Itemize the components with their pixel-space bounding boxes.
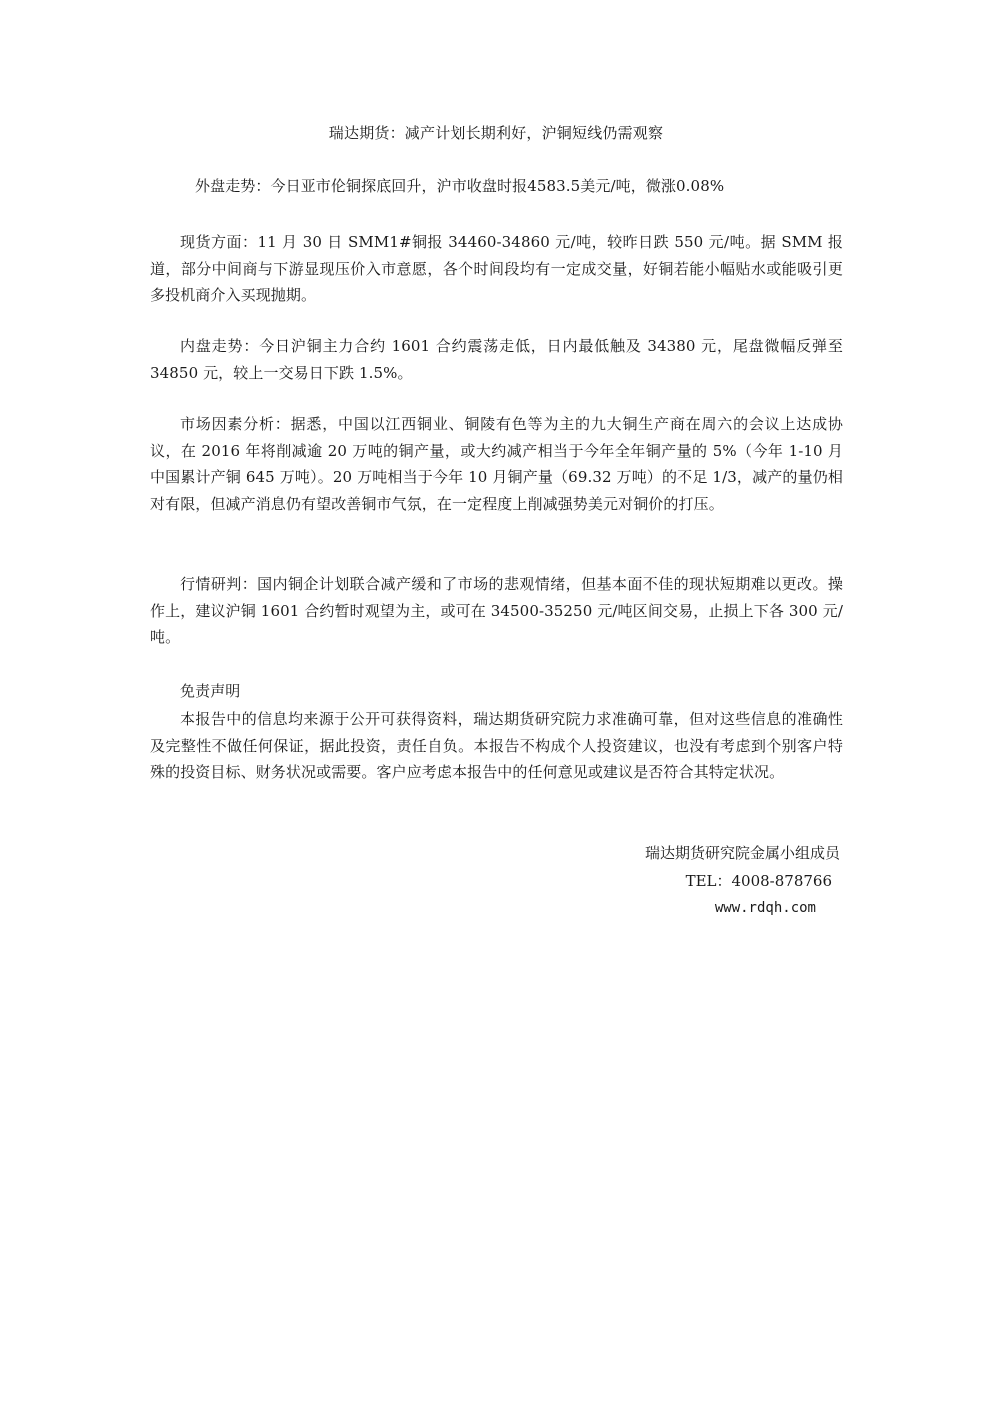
document-title: 瑞达期货：减产计划长期利好，沪铜短线仍需观察 bbox=[328, 124, 664, 142]
disclaimer-heading: 免责声明 bbox=[180, 682, 241, 700]
paragraph-domestic-market: 内盘走势：今日沪铜主力合约 1601 合约震荡走低，日内最低触及 34380 元，尾盘微幅反弹至 34850 元，较上一交易日下跌 1.5%。 bbox=[150, 337, 843, 382]
signature-website: www.rdqh.com bbox=[714, 900, 816, 916]
paragraph-spot-market: 现货方面：11 月 30 日 SMM1#铜报 34460-34860 元/吨，较昨日跌 550 元/吨。据 SMM 报道，部分中间商与下游显现压价入市意愿，各个时间段均有一定成交量，好铜若能小幅贴水或能吸引更多投机商介入买现抛期。 bbox=[150, 233, 843, 305]
signature-tel: TEL：4008-878766 bbox=[685, 872, 832, 890]
paragraph-market-outlook: 行情研判：国内铜企计划联合减产缓和了市场的悲观情绪，但基本面不佳的现状短期难以更改。操作上，建议沪铜 1601 合约暂时观望为主，或可在 34500-35250 元/吨区间交易，止损上下各 300 元/吨。 bbox=[150, 575, 843, 647]
signature-org: 瑞达期货研究院金属小组成员 bbox=[644, 844, 840, 862]
disclaimer-text: 本报告中的信息均来源于公开可获得资料，瑞达期货研究院力求准确可靠，但对这些信息的准确性及完整性不做任何保证，据此投资，责任自负。本报告不构成个人投资建议，也没有考虑到个别客户特殊的投资目标、财务状况或需要。客户应考虑本报告中的任何意见或建议是否符合其特定状况。 bbox=[150, 710, 843, 782]
paragraph-overseas-market: 外盘走势：今日亚市伦铜探底回升，沪市收盘时报4583.5美元/吨，微涨0.08% bbox=[195, 177, 725, 195]
paragraph-market-factors: 市场因素分析：据悉，中国以江西铜业、铜陵有色等为主的九大铜生产商在周六的会议上达成协议，在 2016 年将削减逾 20 万吨的铜产量，或大约减产相当于今年全年铜产量的 5%（今年 1-10 月中国累计产铜 645 万吨）。20 万吨相当于今年 10 月铜产量（69.32 万吨）的不足 1/3，减产的量仍相对有限，但减产消息仍有望改善铜市气氛，在一定程度上削减强势美元对铜价的打压。 bbox=[150, 415, 843, 513]
